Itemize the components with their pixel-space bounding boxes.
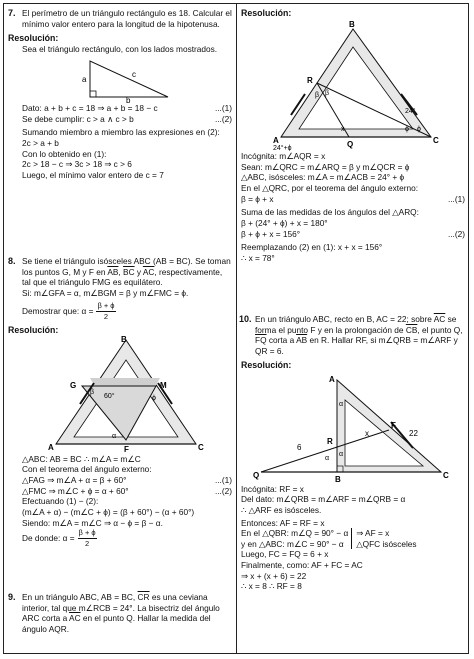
eq-line: Reemplazando (2) en (1): x + x = 156° bbox=[241, 242, 383, 253]
svg-text:A: A bbox=[329, 374, 335, 384]
problem-9-resolution: Resolución: B R A Q C β β ϕ ϕ x 24° 24°+ϕ Incógnita: m∠AQR = x Sean: m∠QRC = m∠ARQ = β y m∠QCR = ϕ △ABC, isósceles: m∠A = m∠ACB = 24° + ϕ En el △QRC, por el teorema del ángulo externo: β = ϕ + x ...(1) Suma de las medidas de los ángulos del △ARQ: β + (24° + ϕ) + x = 180° β + ϕ + x = 156° ...(2) Reemplazando (2) en (1): x + x = 156° ∴ x = 78° bbox=[241, 8, 465, 263]
resolution-heading: Resolución: bbox=[241, 360, 292, 371]
eq-line: y en △ABC: m∠C = 90° − α bbox=[241, 538, 344, 549]
side-c-label: c bbox=[132, 70, 136, 80]
svg-text:C: C bbox=[433, 136, 439, 146]
svg-text:β: β bbox=[325, 90, 330, 98]
problem-number: 7. bbox=[8, 8, 16, 18]
resolution-heading: Resolución: bbox=[8, 324, 59, 335]
eq-line: En el △QBR: m∠Q = 90° − α bbox=[241, 528, 349, 539]
column-divider bbox=[236, 3, 237, 654]
svg-text:C: C bbox=[198, 442, 204, 452]
eq-line: Sean: m∠QRC = m∠ARQ = β y m∠QCR = ϕ bbox=[241, 161, 410, 172]
right-triangle-figure bbox=[8, 55, 232, 103]
svg-text:x: x bbox=[341, 126, 345, 134]
svg-text:ϕ: ϕ bbox=[405, 126, 409, 134]
given-angles: Si: m∠GFA = α, m∠BGM = β y m∠FMC = ϕ. bbox=[22, 287, 189, 298]
eq-line: Entonces: AF = RF = x bbox=[241, 517, 325, 528]
svg-text:B: B bbox=[349, 20, 355, 30]
svg-text:ϕ: ϕ bbox=[417, 126, 421, 134]
eq-line: Se debe cumplir: c > a ∧ c > b bbox=[22, 113, 134, 124]
problem-statement: El perímetro de un triángulo rectángulo es 18. Calcular el mínimo valor entero para la longitud de la hipotenusa. bbox=[22, 8, 232, 29]
svg-text:β: β bbox=[315, 92, 320, 100]
eq-line: Con lo obtenido en (1): bbox=[22, 148, 107, 159]
svg-text:A: A bbox=[48, 442, 54, 452]
svg-text:β: β bbox=[90, 388, 95, 396]
eq-line: Luego, el mínimo valor entero de c = 7 bbox=[22, 169, 164, 180]
eq-line: Suma de las medidas de los ángulos del △ARQ: bbox=[241, 207, 419, 218]
eq-line: ⇒ AF = x bbox=[356, 528, 390, 539]
eq-line: En el △QRC, por el teorema del ángulo externo: bbox=[241, 183, 419, 194]
eq-line: ∴ x = 8 ∴ RF = 8 bbox=[241, 581, 302, 592]
problem-statement: En un triángulo ABC, recto en B, AC = 22; sobre $\overline{AC}$ se forma el punto F y en la prolongación de $\overline{CB}$, el punto Q, $\overline{FQ}$ corta a $\overline{AB}$ en R. Hallar RF, si m∠QRB = m∠ARF y QR = 6. bbox=[255, 314, 463, 356]
eq-line: Incógnita: RF = x bbox=[241, 483, 304, 494]
problem-7 bbox=[8, 8, 232, 180]
eq-ref: ...(1) bbox=[214, 103, 232, 114]
problem-number: 8. bbox=[8, 256, 16, 266]
svg-text:α: α bbox=[112, 432, 117, 440]
side-b-label: b bbox=[126, 96, 131, 104]
to-prove: Demostrar que: α = $\frac{\beta + \phi}{2}$ bbox=[22, 301, 115, 322]
svg-text:6: 6 bbox=[297, 442, 302, 452]
eq-line: β + ϕ + x = 156° bbox=[241, 228, 301, 239]
svg-text:ϕ: ϕ bbox=[152, 394, 156, 402]
eq-line: Incógnita: m∠AQR = x bbox=[241, 151, 326, 162]
problem-9 bbox=[8, 592, 232, 634]
svg-text:Q: Q bbox=[253, 470, 260, 480]
eq-line: 2c > a + b bbox=[22, 137, 59, 148]
svg-text:G: G bbox=[70, 380, 77, 390]
svg-text:60°: 60° bbox=[104, 392, 115, 400]
eq-line: Finalmente, como: AF + FC = AC bbox=[241, 559, 363, 570]
svg-text:M: M bbox=[160, 380, 167, 390]
intro-text: Sea el triángulo rectángulo, con los lados mostrados. bbox=[22, 44, 218, 55]
eq-line: △FAG ⇒ m∠A + α = β + 60° bbox=[22, 475, 127, 486]
svg-text:22: 22 bbox=[409, 428, 418, 438]
eq-line: △ABC: AB = BC ∴ m∠A = m∠C bbox=[22, 453, 141, 464]
eq-line: △ABC, isósceles: m∠A = m∠ACB = 24° + ϕ bbox=[241, 172, 405, 183]
eq-line: ∴ △ARF es isósceles. bbox=[241, 504, 322, 515]
svg-text:A: A bbox=[273, 136, 279, 146]
eq-line: β = ϕ + x bbox=[241, 193, 274, 204]
eq-line: △FMC ⇒ m∠C + ϕ = α + 60° bbox=[22, 485, 129, 496]
eq-line: ∴ x = 78° bbox=[241, 252, 275, 263]
svg-text:B: B bbox=[121, 335, 127, 344]
svg-text:α: α bbox=[339, 450, 344, 458]
problem-number: 9. bbox=[8, 592, 16, 602]
eq-line: β + (24° + ϕ) + x = 180° bbox=[241, 217, 328, 228]
svg-text:α: α bbox=[325, 454, 330, 462]
eq-line: Sumando miembro a miembro las expresiones en (2): bbox=[22, 127, 220, 138]
svg-text:α: α bbox=[339, 400, 344, 408]
eq-line: Siendo: m∠A = m∠C ⇒ α − ϕ = β − α. bbox=[22, 517, 163, 528]
resolution-heading: Resolución: bbox=[241, 8, 292, 18]
eq-line: Luego, FC = FQ = 6 + x bbox=[241, 549, 329, 560]
svg-text:C: C bbox=[443, 470, 449, 480]
eq-line: (m∠A + α) − (m∠C + ϕ) = (β + 60°) − (α + 60°) bbox=[22, 506, 195, 517]
svg-text:Q: Q bbox=[347, 140, 354, 150]
eq-line: Efectuando (1) − (2): bbox=[22, 496, 99, 507]
svg-text:F: F bbox=[124, 444, 129, 454]
problem-statement: Se tiene el triángulo isósceles ABC (AB = BC). Se toman los puntos G, M y F en $\overline{AB}$, $\overline{BC}$ y $\overline{AC}$, respectivamente, tal que el triángulo FMG es equilátero. bbox=[22, 256, 231, 288]
svg-text:F: F bbox=[391, 420, 396, 430]
eq-line: ⇒ x + (x + 6) = 22 bbox=[241, 570, 307, 581]
svg-text:B: B bbox=[335, 474, 341, 484]
isosceles-triangle-figure bbox=[8, 336, 232, 454]
svg-text:24°+ϕ: 24°+ϕ bbox=[273, 145, 292, 152]
eq-line: De donde: α = $\frac{\beta + \phi}{2}$ bbox=[22, 528, 96, 548]
svg-text:24°: 24° bbox=[405, 108, 416, 116]
svg-text:R: R bbox=[307, 76, 313, 86]
eq-line: Dato: a + b + c = 18 ⇒ a + b = 18 − c bbox=[22, 103, 158, 114]
right-triangle-abc-figure bbox=[241, 372, 465, 484]
svg-text:x: x bbox=[365, 428, 369, 438]
eq-ref: ...(2) bbox=[214, 113, 232, 124]
problem-8: 8. Se tiene el triángulo isósceles ABC (AB = BC). Se toman los puntos G, M y F en $\overline{AB}$, $\overline{BC}$ y $\overline{AC}$, respectivamente, tal que el triángulo FMG es equilátero. Si: m∠GFA = α, m∠BGM = β y m∠FMC = ϕ. Demostrar que: α = $\frac{\beta + \phi}{2}$ Resolución: B G M A C F β ϕ α 60° △ABC: AB = BC ∴ m∠A = m∠C Con el teorema del ángulo externo: △FAG ⇒ m∠A + α = β + 60° ...(1) △FMC ⇒ m∠C + ϕ = α + 60° ...(2) Efectuando (1) − (2): (m∠A + α) − (m∠C + ϕ) = (β + 60°) − (α + 60°) Siendo: m∠A = m∠C ⇒ α − ϕ = β − α. De donde: α = $\frac{\beta + \phi}{2}$ bbox=[8, 256, 232, 548]
svg-text:R: R bbox=[327, 436, 333, 446]
eq-line: 2c > 18 − c ⇒ 3c > 18 ⇒ c > 6 bbox=[22, 159, 132, 170]
eq-line: Del dato: m∠QRB = m∠ARF = m∠QRB = α bbox=[241, 494, 406, 505]
resolution-heading: Resolución: bbox=[8, 33, 59, 44]
eq-line: Con el teorema del ángulo externo: bbox=[22, 464, 152, 475]
problem-statement: En un triángulo ABC, AB = BC, $\overline{CR}$ es una ceviana interior, tal que m∠RCB = 24°. La bisectriz del ángulo ARC corta a $\overline{AC}$ en el punto Q. Hallar la medida del ángulo AQR. bbox=[22, 592, 220, 634]
problem-number: 10. bbox=[239, 314, 252, 324]
eq-line: △QFC isósceles bbox=[356, 538, 417, 549]
triangle-abc-figure bbox=[241, 19, 465, 151]
problem-10 bbox=[241, 314, 465, 592]
side-a-label: a bbox=[82, 75, 87, 85]
